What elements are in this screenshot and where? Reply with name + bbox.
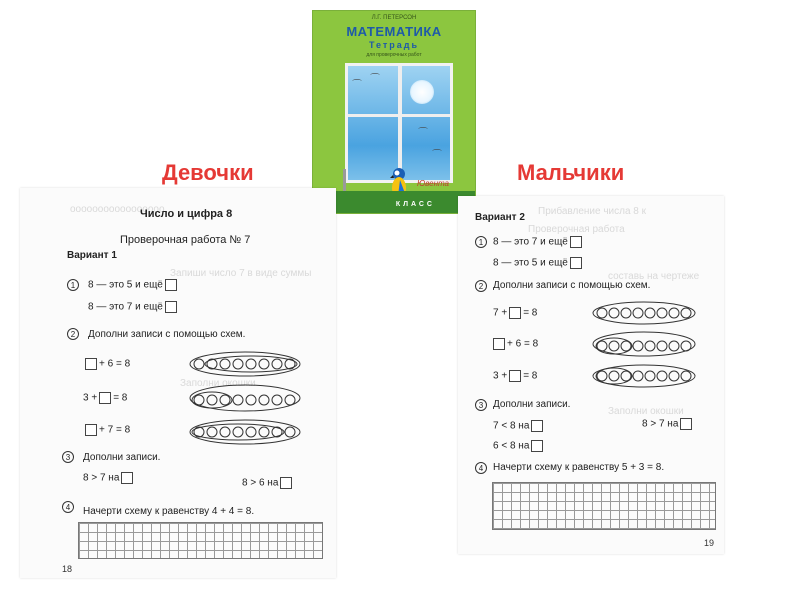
task3-b: 8 > 6 на [242,477,279,489]
cover-grade: КЛАСС [395,201,435,208]
cover-brand: Ювента [416,179,449,188]
task2-row3-b: = 8 [523,370,538,382]
task2-row1: + 6 = 8 [99,358,131,370]
task1-line1: 8 — это 7 и ещё [493,236,568,248]
cover-author: Л.Г. ПЕТЕРСОН [371,15,417,21]
bird-icon: ⌒ [418,128,428,139]
bird-icon: ⌒ [370,74,380,85]
task-number: 3 [62,451,74,463]
circle-schema [188,350,306,378]
answer-box[interactable] [85,424,97,436]
task1-line1: 8 — это 5 и ещё [88,279,163,291]
bird-icon: ⌒ [432,150,442,161]
page-number: 18 [62,564,73,574]
task-number: 2 [67,328,79,340]
sun-icon [410,80,434,104]
variant-label: Вариант 1 [67,250,117,261]
answer-box[interactable] [85,358,97,370]
circle-schema [188,418,306,446]
task3-a: 8 > 7 на [83,472,120,484]
drawing-grid[interactable] [78,522,323,559]
drawing-grid[interactable] [492,482,716,530]
cover-description: для проверочных работ [366,52,422,58]
task2-title: Дополни записи с помощью схем. [493,280,651,291]
task2-row3: + 7 = 8 [99,424,131,436]
cover-title: МАТЕМАТИКА [346,24,442,39]
worksheet-left-page: ооооооооооооооооо Запиши число 7 в виде суммы Заполни окошки Число и цифра 8 Проверочная работа № 7 Вариант 1 1 8 — это 5 и ещё 8 — это 7 и ещё 2 Дополни записи с помощью схем. + 6 = 8 3 + = 8 + 7 = 8 3 Дополни записи. 8 > 7 на 8 > 6 на 4 Начерти схему к равенству 4 + 4 = 8. 18 [20,188,336,578]
answer-box[interactable] [570,257,582,269]
task2-row1-b: = 8 [523,307,538,319]
label-boys: Мальчики [517,160,625,185]
task2-row2-a: 3 + [83,392,98,404]
task2-title: Дополни записи с помощью схем. [88,329,246,340]
answer-box[interactable] [531,420,543,432]
answer-box[interactable] [165,301,177,313]
answer-box[interactable] [493,338,505,350]
answer-box[interactable] [280,477,292,489]
book-cover [312,10,476,214]
task-number: 4 [475,462,487,474]
task-number: 1 [67,279,79,291]
cover-bottom-band [313,191,475,213]
answer-box[interactable] [509,307,521,319]
task1-line2: 8 — это 7 и ещё [88,301,163,313]
task2-row1-a: 7 + [493,307,508,319]
circle-schema [592,300,702,326]
label-girls: Девочки [162,160,254,185]
task3-a: 7 < 8 на [493,420,530,432]
page-number: 19 [704,538,715,548]
task3-c: 6 < 8 на [493,440,530,452]
page-heading: Число и цифра 8 [140,208,233,220]
answer-box[interactable] [99,392,111,404]
task4-title: Начерти схему к равенству 5 + 3 = 8. [493,462,665,473]
cover-window-image [345,63,453,183]
answer-box[interactable] [531,440,543,452]
task-number: 3 [475,399,487,411]
answer-box[interactable] [570,236,582,248]
task-number: 4 [62,501,74,513]
circle-schema [188,384,306,414]
task3-title: Дополни записи. [493,399,571,410]
bird-icon: ⌒ [352,80,362,91]
variant-label: Вариант 2 [475,212,525,223]
answer-box[interactable] [165,279,177,291]
task2-row2-b: = 8 [113,392,128,404]
circle-schema [592,331,702,359]
page-subheading: Проверочная работа № 7 [120,234,251,246]
circle-schema [592,363,702,389]
worksheet-right-page: Прибавление числа 8 к Проверочная работа составь на чертеже Заполни окошки Вариант 2 1 8 — это 7 и ещё 8 — это 5 и ещё 2 Дополни записи с помощью схем. 7 + = 8 + 6 = 8 3 + = 8 3 Дополни записи. 7 < 8 на 8 > 7 на 6 < 8 на 4 Начерти схему к равенству 5 + 3 = 8. 19 [458,196,724,554]
answer-box[interactable] [680,418,692,430]
task3-title: Дополни записи. [83,452,161,463]
task2-row2: + 6 = 8 [507,338,539,350]
cover-subtitle: Тетрадь [368,40,420,50]
task2-row3-a: 3 + [493,370,508,382]
task-number: 1 [475,236,487,248]
answer-box[interactable] [121,472,133,484]
task1-line2: 8 — это 5 и ещё [493,257,568,269]
task4-title: Начерти схему к равенству 4 + 4 = 8. [83,506,255,517]
task-number: 2 [475,280,487,292]
answer-box[interactable] [509,370,521,382]
task3-b: 8 > 7 на [642,418,679,430]
